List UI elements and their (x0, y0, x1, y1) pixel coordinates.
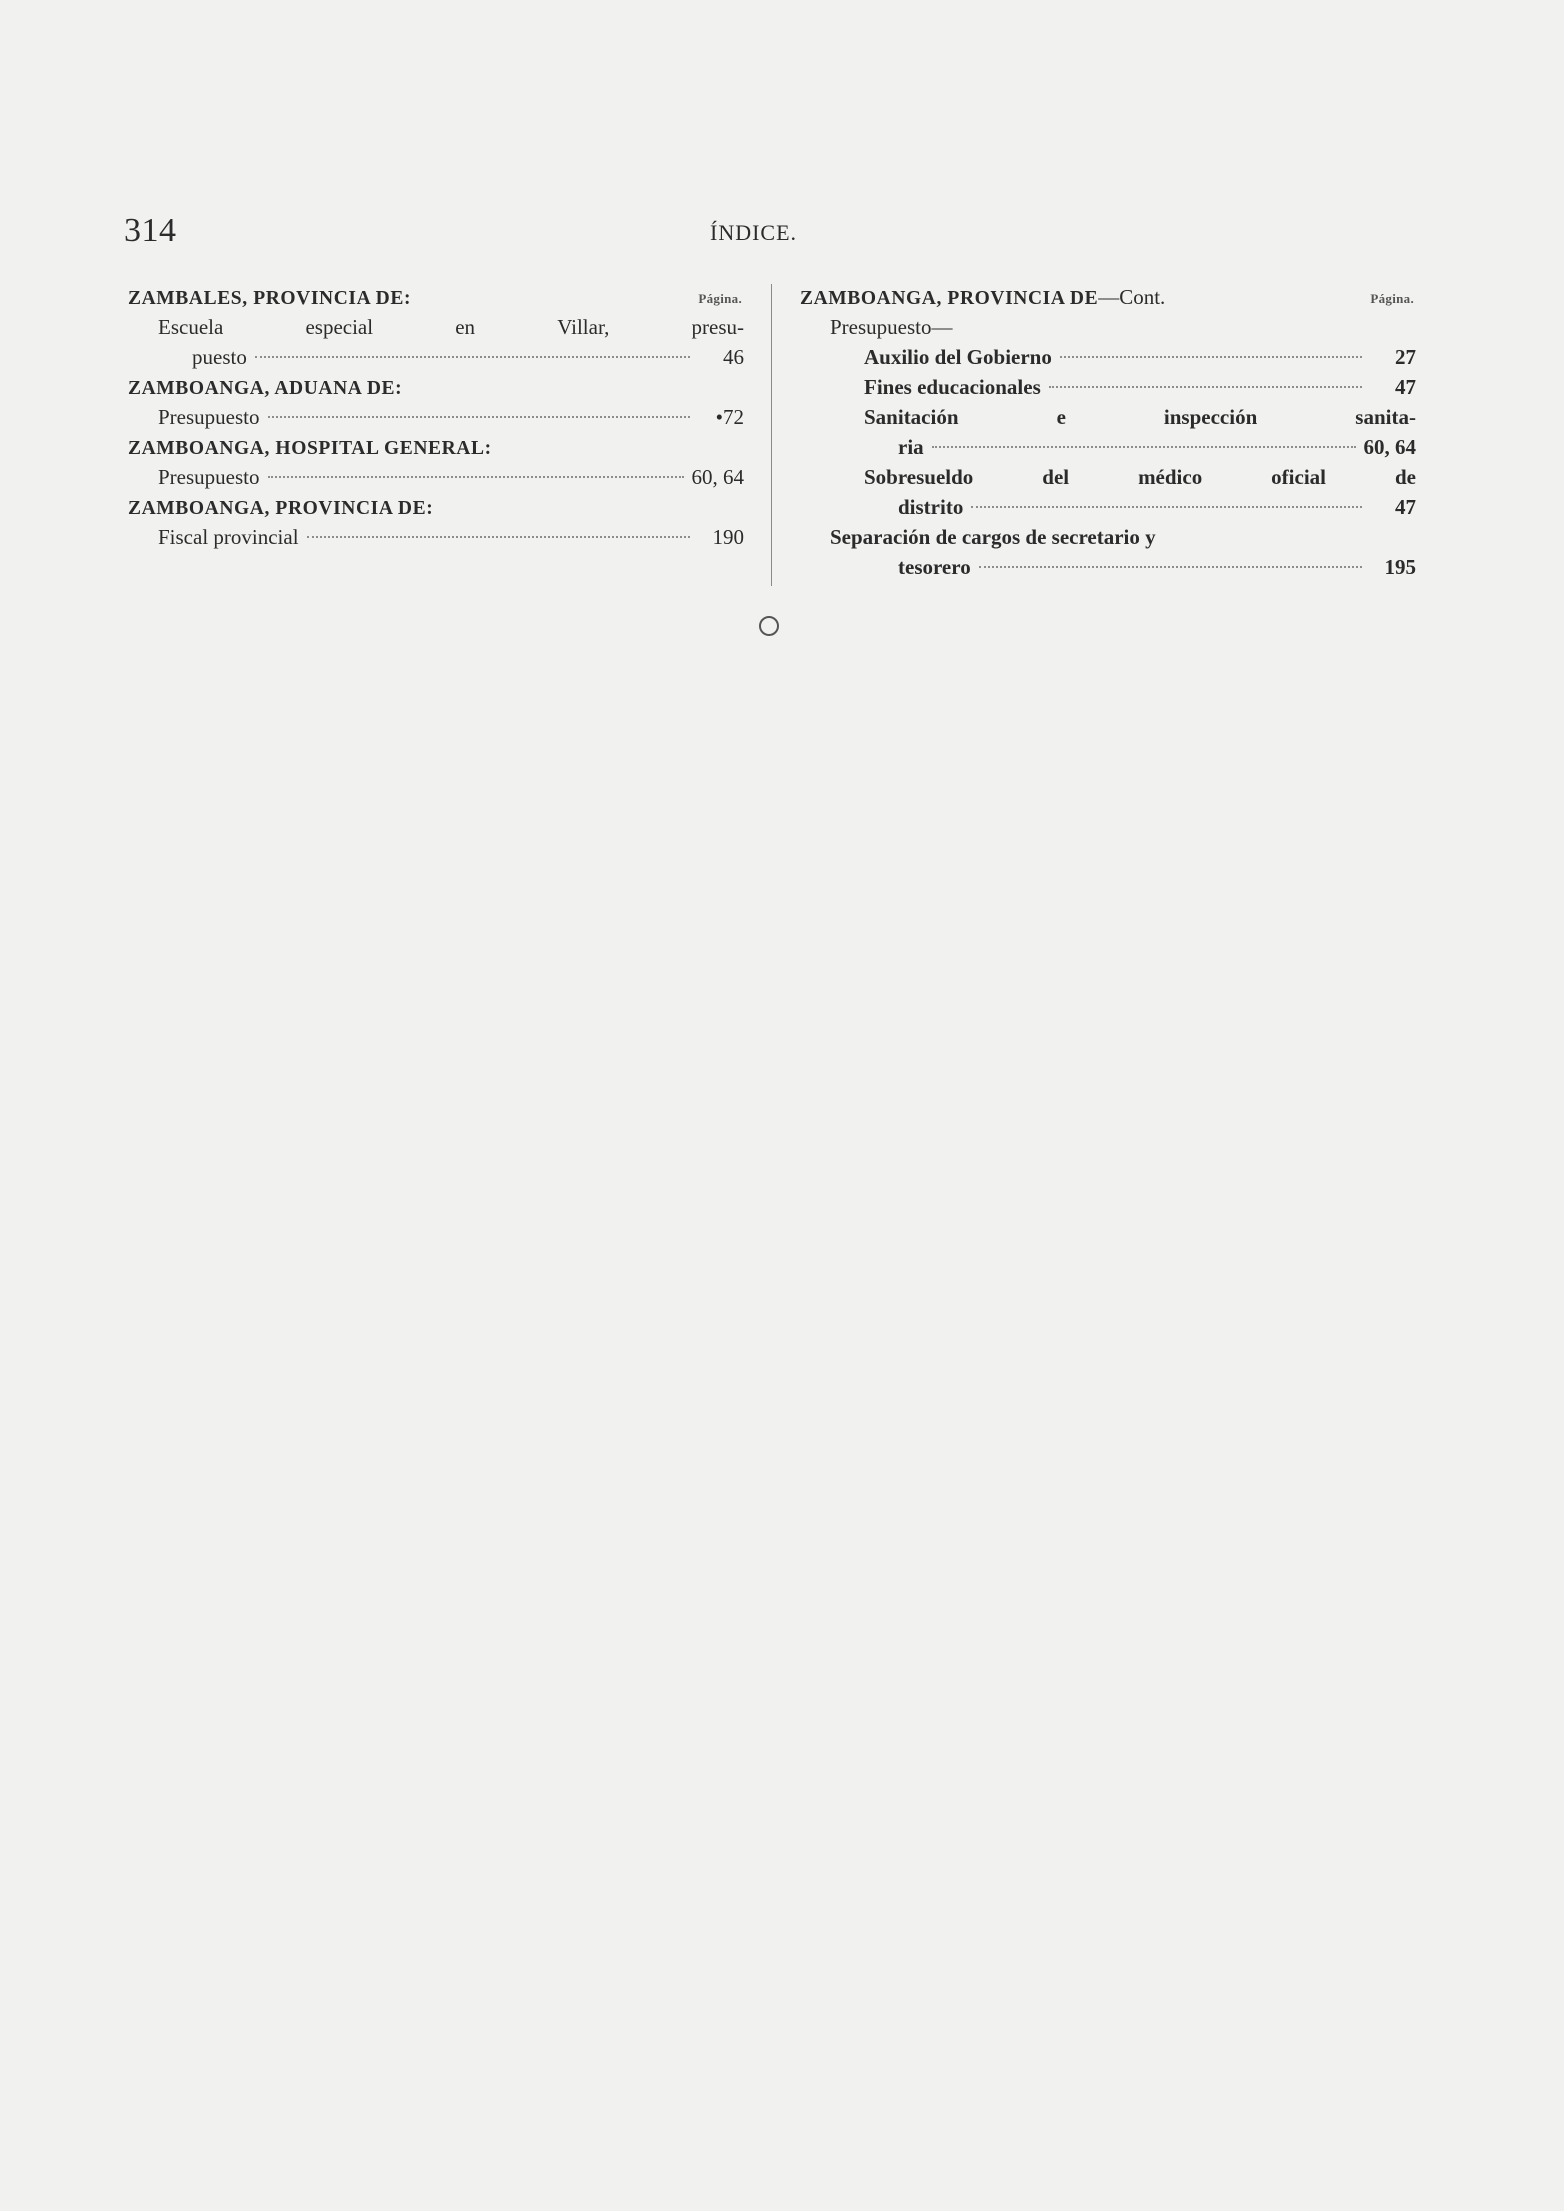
page-ref: 190 (712, 525, 744, 549)
entry-escuela-cont (128, 342, 744, 372)
entry-aduana-presupuesto (128, 402, 744, 432)
escuela-word: en (455, 315, 476, 339)
page-ref: 27 (1395, 345, 1416, 369)
dot-leader (1060, 356, 1362, 358)
circle-ornament-icon (759, 616, 779, 636)
page-ref: 47 (1395, 495, 1416, 519)
sobresueldo-word: de (1394, 465, 1416, 489)
page-ref: 195 (1384, 555, 1416, 579)
entry-text: Separación de cargos de secretario y (830, 525, 1156, 549)
entry-text: Fiscal provincial (158, 525, 299, 549)
entry-auxilio (800, 342, 1416, 372)
entry-separacion-cont (800, 552, 1416, 582)
entry-text: distrito (898, 495, 964, 519)
entry-text: tesorero (898, 555, 971, 579)
entry-sanitacion-line (800, 402, 1416, 432)
page-ref: •72 (715, 405, 744, 429)
escuela-word: presu- (691, 315, 744, 339)
pagina-label: Página. (1370, 291, 1414, 306)
page-ref: 47 (1395, 375, 1416, 399)
entry-text: Presupuesto— (830, 315, 953, 339)
sobresueldo-word: oficial (1271, 465, 1326, 489)
sobresueldo-word: médico (1138, 465, 1203, 489)
entry-hospital-presupuesto (128, 462, 744, 492)
heading-text: ZAMBOANGA, PROVINCIA DE (800, 288, 1099, 309)
entry-sobresueldo-line (800, 462, 1416, 492)
sanitacion-word: e (1056, 405, 1066, 429)
dot-leader (979, 566, 1362, 568)
entry-text: Fines educacionales (864, 375, 1041, 399)
escuela-word: Villar, (557, 315, 610, 339)
sobresueldo-word: Sobresueldo (864, 465, 974, 489)
entry-text: Presupuesto (158, 465, 260, 489)
entry-text: Presupuesto (158, 405, 260, 429)
entry-escuela-line (128, 312, 744, 342)
dot-leader (1049, 386, 1362, 388)
entry-text: Auxilio del Gobierno (864, 345, 1052, 369)
entry-fiscal (128, 522, 744, 552)
escuela-word: especial (305, 315, 374, 339)
dot-leader (932, 446, 1356, 448)
column-divider (771, 284, 772, 586)
page-ref: 60, 64 (1363, 435, 1416, 459)
heading-zamboanga-cont (800, 285, 1166, 309)
sanitacion-word: sanita- (1355, 405, 1416, 429)
heading-aduana-line (128, 372, 744, 402)
page-number: 314 (124, 212, 177, 249)
dot-leader (307, 536, 690, 538)
entry-sanitacion-cont (800, 432, 1416, 462)
pagina-label: Página. (698, 291, 742, 306)
entry-sobresueldo-cont (800, 492, 1416, 522)
heading-zambales-line (128, 282, 744, 312)
right-column (800, 282, 1416, 582)
page-ref: 46 (723, 345, 744, 369)
sanitacion-word: Sanitación (864, 405, 959, 429)
left-column (128, 282, 744, 552)
dot-leader (971, 506, 1362, 508)
entry-text: ria (898, 435, 924, 459)
heading-provincia: ZAMBOANGA, PROVINCIA DE: (128, 498, 434, 519)
page-ref: 60, 64 (691, 465, 744, 489)
entry-text: puesto (192, 345, 247, 369)
heading-aduana: ZAMBOANGA, ADUANA DE: (128, 378, 403, 399)
entry-fines (800, 372, 1416, 402)
heading-zamboanga-cont-line (800, 282, 1416, 312)
dot-leader (255, 356, 690, 358)
dot-leader (268, 476, 684, 478)
sanitacion-word: inspección (1163, 405, 1258, 429)
sobresueldo-word: del (1042, 465, 1070, 489)
heading-zambales: ZAMBALES, PROVINCIA DE: (128, 288, 412, 309)
dot-leader (268, 416, 691, 418)
entry-separacion (800, 522, 1416, 552)
heading-hospital-line (128, 432, 744, 462)
entry-presupuesto-head (800, 312, 1416, 342)
escuela-word: Escuela (158, 315, 224, 339)
heading-hospital: ZAMBOANGA, HOSPITAL GENERAL: (128, 438, 492, 459)
running-head: ÍNDICE. (710, 220, 798, 245)
heading-cont-marker: —Cont. (1098, 285, 1166, 309)
heading-provincia-line (128, 492, 744, 522)
